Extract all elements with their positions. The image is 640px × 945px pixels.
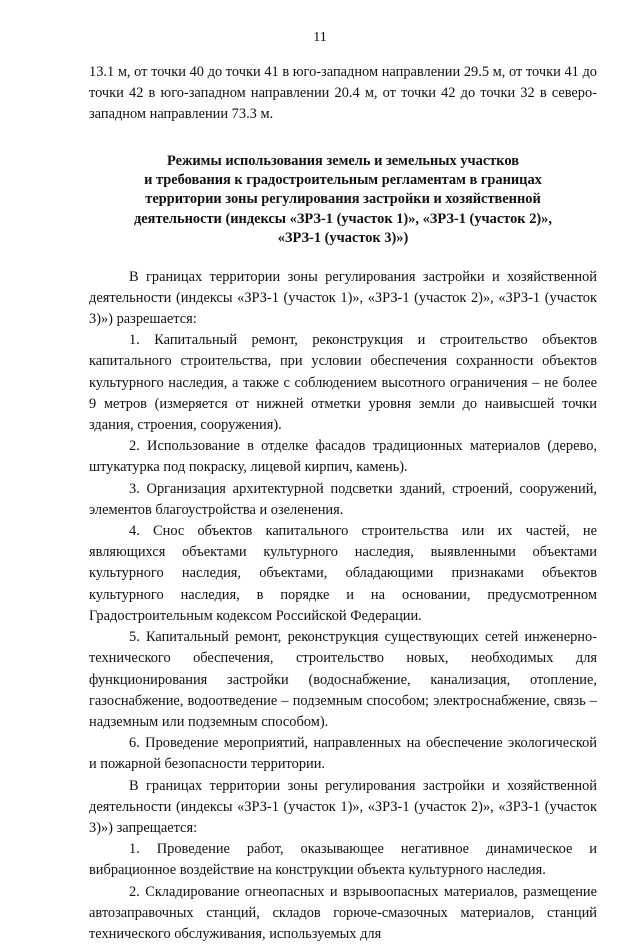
prohibited-intro: В границах территории зоны регулирования застройки и хозяйственной деятельности (индексы «ЗРЗ-1 (участок 1)», «ЗРЗ-1 (участок 2)», «ЗРЗ-1 (участок 3)») запрещается: bbox=[89, 777, 597, 836]
permitted-item: 6. Проведение мероприятий, направленных на обеспечение экологической и пожарной безопасности территории. bbox=[89, 735, 597, 773]
prohibited-item: 1. Проведение работ, оказывающее негативное динамическое и вибрационное воздействие на конструкции объекта культурного наследия. bbox=[89, 841, 597, 879]
section-heading bbox=[89, 152, 597, 249]
document-body bbox=[89, 62, 597, 945]
heading-line: деятельности (индексы «ЗРЗ-1 (участок 1)», «ЗРЗ-1 (участок 2)», bbox=[134, 210, 552, 227]
prohibited-item: 2. Складирование огнеопасных и взрывоопасных материалов, размещение автозаправочных станций, складов горюче-смазочных материалов, станций технического обслуживания, используемых для bbox=[89, 883, 597, 942]
permitted-item: 1. Капитальный ремонт, реконструкция и строительство объектов капитального строительства, при условии обеспечения сохранности объектов культурного наследия, а также с соблюдением высотного ограничения – не более 9 метров (измеряется от нижней отметки уровня земли до наивысшей точки здания, строения, сооружения). bbox=[89, 332, 597, 434]
heading-line: территории зоны регулирования застройки и хозяйственной bbox=[145, 191, 541, 208]
permitted-item: 3. Организация архитектурной подсветки зданий, строений, сооружений, элементов благоустройства и озеленения. bbox=[89, 480, 597, 518]
heading-line: и требования к градостроительным регламентам в границах bbox=[144, 172, 542, 189]
heading-line: Режимы использования земель и земельных участков bbox=[166, 152, 520, 169]
permitted-item: 4. Снос объектов капитального строительства или их частей, не являющихся объектами культурного наследия, выявленными объектами культурного наследия, объектами, обладающими признаками объектов культурного наследия, в порядке и на основании, предусмотренном Градостроительным кодексом Российской Федерации. bbox=[89, 523, 597, 624]
page-number: 11 bbox=[313, 30, 327, 45]
permitted-intro: В границах территории зоны регулирования застройки и хозяйственной деятельности (индексы «ЗРЗ-1 (участок 1)», «ЗРЗ-1 (участок 2)», «ЗРЗ-1 (участок 3)») разрешается: bbox=[89, 268, 597, 328]
intro-paragraph: 13.1 м, от точки 40 до точки 41 в юго-западном направлении 29.5 м, от точки 41 до точки 42 в юго-западном направлении 20.4 м, от точки 42 до точки 32 в северо-западном направлении 73.3 м. bbox=[89, 64, 597, 123]
permitted-item: 5. Капитальный ремонт, реконструкция существующих сетей инженерно-технического обеспечения, строительство новых, необходимых для функционирования застройки (водоснабжение, канализация, отопление, газоснабжение, водоотведение – подземным способом; электроснабжение, связь – надземным или подземным способом). bbox=[89, 629, 597, 730]
heading-line: «ЗРЗ-1 (участок 3)») bbox=[277, 230, 409, 247]
permitted-item: 2. Использование в отделке фасадов традиционных материалов (дерево, штукатурка под покраску, лицевой кирпич, камень). bbox=[89, 438, 597, 476]
